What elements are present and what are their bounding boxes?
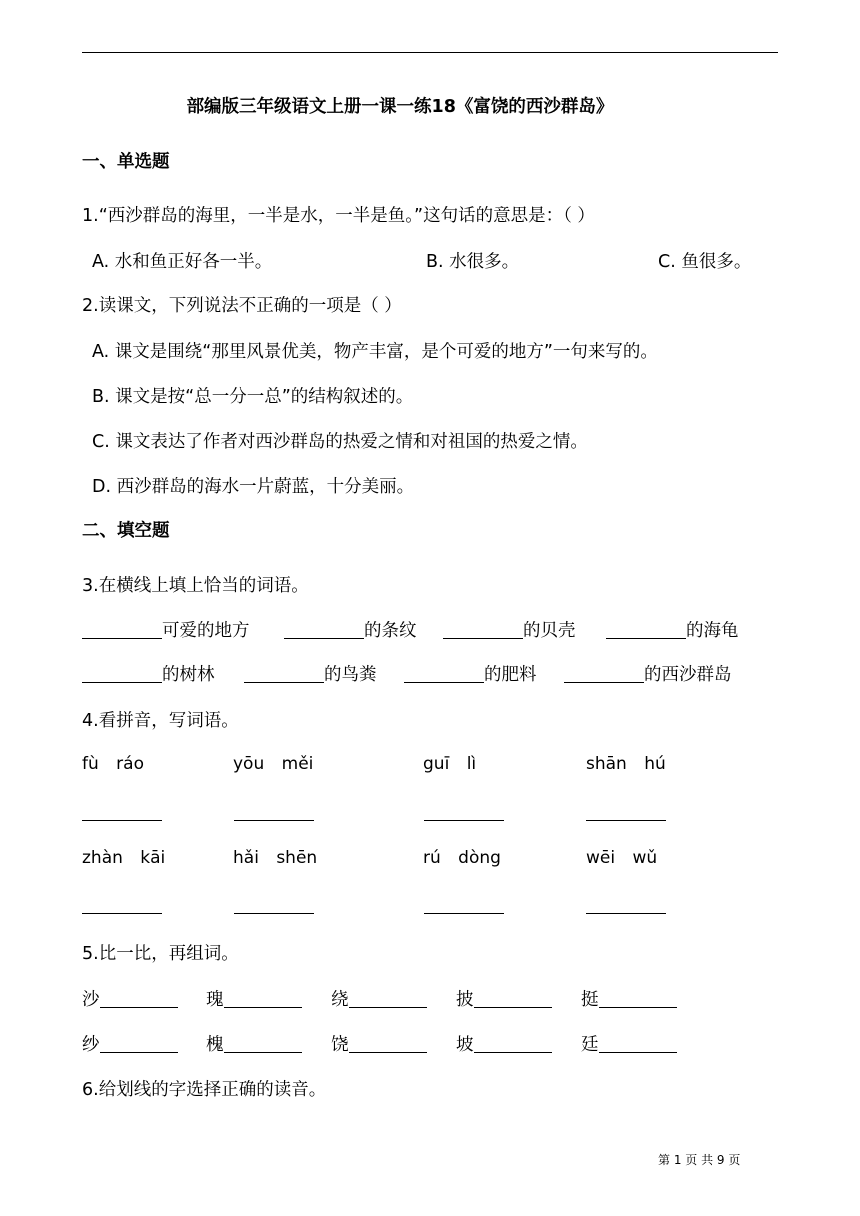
character-label: 纱 xyxy=(82,1035,100,1055)
compare-char-item xyxy=(581,986,677,1011)
answer-blank[interactable] xyxy=(82,664,162,683)
answer-blank[interactable] xyxy=(349,1034,427,1053)
question-2-option-d[interactable]: D. 西沙群岛的海水一片蔚蓝，十分美丽。 xyxy=(92,477,415,497)
fill-blank-text: 的贝壳 xyxy=(523,621,576,641)
answer-blank[interactable] xyxy=(82,913,162,914)
answer-blank[interactable] xyxy=(424,820,504,821)
section-heading-fill-in: 二、填空题 xyxy=(82,521,170,541)
character-label: 饶 xyxy=(331,1035,349,1055)
fill-blank-text: 可爱的地方 xyxy=(162,621,250,641)
character-label: 沙 xyxy=(82,990,100,1010)
answer-blank[interactable] xyxy=(224,1034,302,1053)
pinyin-label: shān hú xyxy=(586,754,666,774)
answer-blank[interactable] xyxy=(599,1034,677,1053)
fill-blank-item xyxy=(82,661,215,686)
fill-blank-text: 的树林 xyxy=(162,665,215,685)
question-2-option-b[interactable]: B. 课文是按“总一分一总”的结构叙述的。 xyxy=(92,387,414,407)
question-1-option-a[interactable]: A. 水和鱼正好各一半。 xyxy=(92,252,273,272)
answer-blank[interactable] xyxy=(224,989,302,1008)
answer-blank[interactable] xyxy=(599,989,677,1008)
pinyin-label: yōu měi xyxy=(233,754,314,774)
fill-blank-text: 的肥料 xyxy=(484,665,537,685)
answer-blank[interactable] xyxy=(234,913,314,914)
question-1-option-c[interactable]: C. 鱼很多。 xyxy=(658,252,752,272)
answer-blank[interactable] xyxy=(100,1034,178,1053)
answer-blank[interactable] xyxy=(474,1034,552,1053)
question-5-stem: 5.比一比，再组词。 xyxy=(82,944,239,964)
fill-blank-item xyxy=(284,617,417,642)
fill-blank-item xyxy=(244,661,377,686)
compare-char-item xyxy=(331,986,427,1011)
answer-blank[interactable] xyxy=(474,989,552,1008)
answer-blank[interactable] xyxy=(284,620,364,639)
answer-blank[interactable] xyxy=(564,664,644,683)
fill-blank-item xyxy=(606,617,739,642)
fill-blank-text: 的条纹 xyxy=(364,621,417,641)
section-heading-single-choice: 一、单选题 xyxy=(82,152,170,172)
pinyin-label: rú dòng xyxy=(423,848,501,868)
answer-blank[interactable] xyxy=(443,620,523,639)
answer-blank[interactable] xyxy=(82,820,162,821)
answer-blank[interactable] xyxy=(424,913,504,914)
fill-blank-item xyxy=(443,617,576,642)
compare-char-item xyxy=(206,1031,302,1056)
pinyin-label: fù ráo xyxy=(82,754,144,774)
fill-blank-item xyxy=(404,661,537,686)
question-1-option-b[interactable]: B. 水很多。 xyxy=(426,252,520,272)
answer-blank[interactable] xyxy=(234,820,314,821)
character-label: 挺 xyxy=(581,990,599,1010)
compare-char-item xyxy=(456,1031,552,1056)
answer-blank[interactable] xyxy=(100,989,178,1008)
fill-blank-item xyxy=(82,617,250,642)
pinyin-label: hǎi shēn xyxy=(233,848,318,868)
compare-char-item xyxy=(581,1031,677,1056)
answer-blank[interactable] xyxy=(82,620,162,639)
page-title: 部编版三年级语文上册一课一练18《富饶的西沙群岛》 xyxy=(186,97,614,117)
pinyin-label: zhàn kāi xyxy=(82,848,166,868)
question-1-stem: 1.“西沙群岛的海里，一半是水，一半是鱼。”这句话的意思是：（ ） xyxy=(82,206,595,226)
question-2-option-c[interactable]: C. 课文表达了作者对西沙群岛的热爱之情和对祖国的热爱之情。 xyxy=(92,432,588,452)
fill-blank-text: 的海龟 xyxy=(686,621,739,641)
pinyin-label: guī lì xyxy=(423,754,477,774)
header-rule xyxy=(82,52,778,53)
answer-blank[interactable] xyxy=(404,664,484,683)
character-label: 廷 xyxy=(581,1035,599,1055)
question-2-stem: 2.读课文，下列说法不正确的一项是（ ） xyxy=(82,296,402,316)
character-label: 披 xyxy=(456,990,474,1010)
question-2-option-a[interactable]: A. 课文是围绕“那里风景优美，物产丰富，是个可爱的地方”一句来写的。 xyxy=(92,342,658,362)
question-6-stem: 6.给划线的字选择正确的读音。 xyxy=(82,1080,327,1100)
page-number-footer: 第 1 页 共 9 页 xyxy=(658,1153,741,1167)
compare-char-item xyxy=(206,986,302,1011)
answer-blank[interactable] xyxy=(244,664,324,683)
fill-blank-item xyxy=(564,661,732,686)
compare-char-item xyxy=(331,1031,427,1056)
character-label: 瑰 xyxy=(206,990,224,1010)
compare-char-item xyxy=(82,1031,178,1056)
character-label: 绕 xyxy=(331,990,349,1010)
answer-blank[interactable] xyxy=(586,820,666,821)
answer-blank[interactable] xyxy=(349,989,427,1008)
question-3-stem: 3.在横线上填上恰当的词语。 xyxy=(82,576,309,596)
answer-blank[interactable] xyxy=(606,620,686,639)
question-4-stem: 4.看拼音，写词语。 xyxy=(82,711,239,731)
pinyin-label: wēi wǔ xyxy=(586,848,658,868)
fill-blank-text: 的鸟粪 xyxy=(324,665,377,685)
fill-blank-text: 的西沙群岛 xyxy=(644,665,732,685)
compare-char-item xyxy=(82,986,178,1011)
character-label: 槐 xyxy=(206,1035,224,1055)
compare-char-item xyxy=(456,986,552,1011)
character-label: 坡 xyxy=(456,1035,474,1055)
answer-blank[interactable] xyxy=(586,913,666,914)
